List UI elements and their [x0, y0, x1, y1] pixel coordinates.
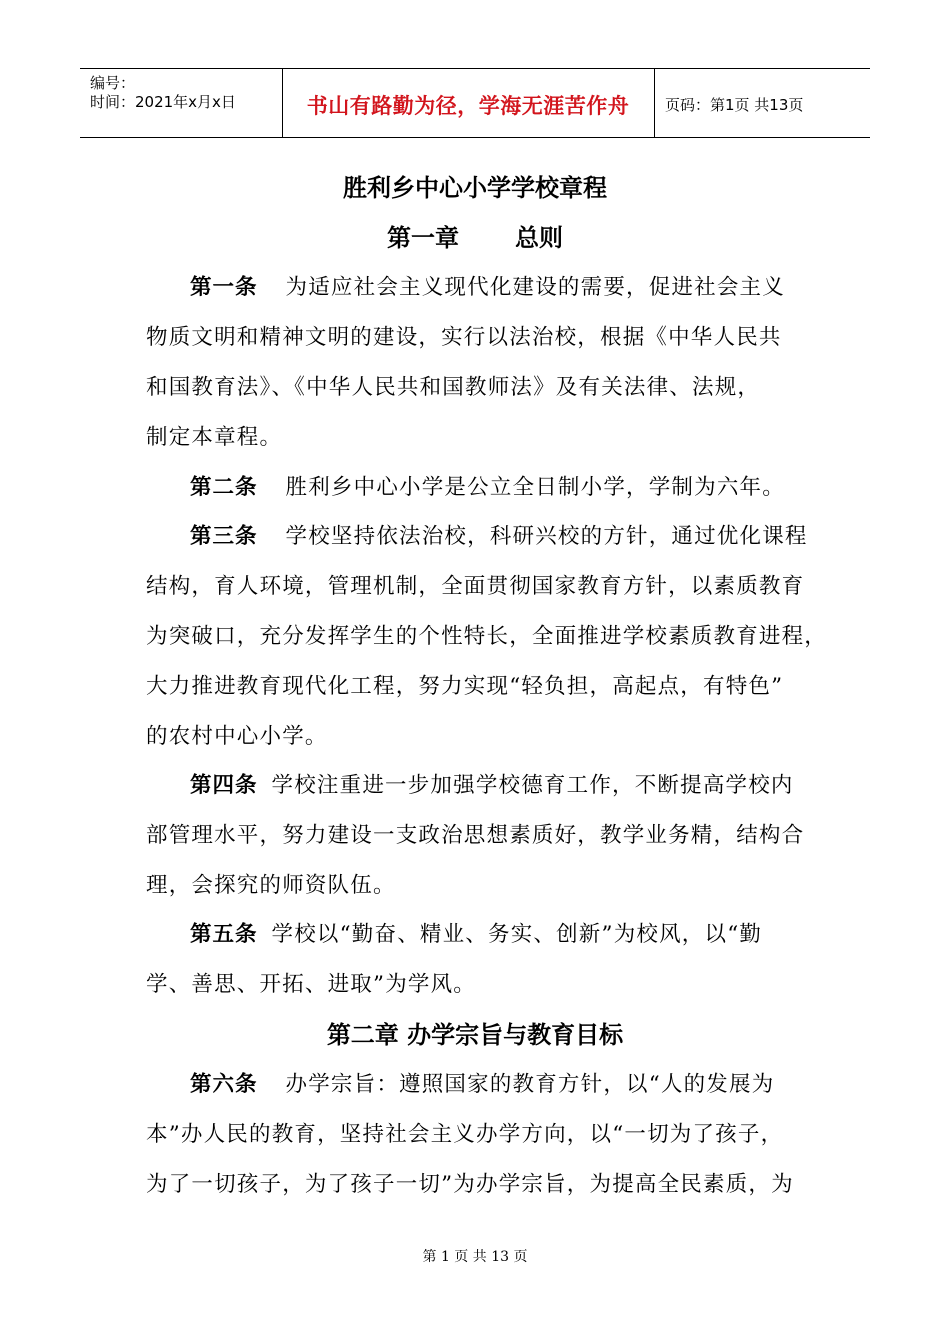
- article-3-text: 学校坚持依法治校，科研兴校的方针，通过优化课程: [285, 524, 808, 549]
- article-3-line-2: 结构，育人环境，管理机制，全面贯彻国家教育方针，以素质教育: [146, 574, 805, 599]
- article-6-line-3: 为了一切孩子，为了孩子一切”为办学宗旨，为提高全民素质，为: [146, 1172, 794, 1197]
- article-3-line-5: 的农村中心小学。: [146, 724, 328, 749]
- header-table: [80, 68, 870, 138]
- article-4-line-1: [190, 768, 794, 799]
- page-info: 页码：第1页 共13页: [665, 96, 804, 114]
- article-1-text: 为适应社会主义现代化建设的需要，促进社会主义: [285, 275, 785, 300]
- article-2-line-1: [190, 470, 785, 501]
- chapter-1-heading: [0, 218, 950, 253]
- article-6-label: 第六条: [190, 1072, 258, 1097]
- article-6-line-2: 本”办人民的教育，坚持社会主义办学方向，以“一切为了孩子，: [146, 1122, 784, 1147]
- header-motto: 书山有路勤为径，学海无涯苦作舟: [306, 94, 630, 118]
- header-page-cell: [655, 69, 870, 137]
- page-footer: 第 1 页 共 13 页: [422, 1249, 528, 1265]
- article-3-line-3: 为突破口，充分发挥学生的个性特长，全面推进学校素质教育进程，: [146, 624, 828, 649]
- article-6-line-1: [190, 1067, 774, 1098]
- article-4-label: 第四条: [190, 773, 258, 798]
- article-6-text: 办学宗旨：遵照国家的教育方针，以“人的发展为: [285, 1072, 775, 1097]
- header-meta-cell: [80, 69, 283, 137]
- article-4-text: 学校注重进一步加强学校德育工作，不断提高学校内: [271, 773, 794, 798]
- number-label: 编号：: [90, 74, 136, 92]
- header-motto-cell: [282, 69, 655, 137]
- article-5-line-2: 学、善思、开拓、进取”为学风。: [146, 972, 476, 997]
- article-2-text: 胜利乡中心小学是公立全日制小学，学制为六年。: [285, 475, 785, 500]
- article-5-label: 第五条: [190, 922, 258, 947]
- article-3-line-1: [190, 519, 808, 550]
- article-2-label: 第二条: [190, 475, 258, 500]
- article-3-line-4: 大力推进教育现代化工程，努力实现“轻负担，高起点，有特色”: [146, 674, 784, 699]
- article-5-text: 学校以“勤奋、精业、务实、创新”为校风，以“勤: [271, 922, 763, 947]
- article-1-line-1: [190, 270, 785, 301]
- article-1-line-4: 制定本章程。: [146, 425, 283, 450]
- article-1-line-3: 和国教育法》、《中华人民共和国教师法》及有关法律、法规，: [146, 375, 761, 400]
- chapter-2-heading: 第二章 办学宗旨与教育目标: [326, 1021, 624, 1049]
- document-title: 胜利乡中心小学学校章程: [343, 174, 607, 202]
- article-4-line-3: 理，会探究的师资队伍。: [146, 873, 396, 898]
- article-1-line-2: 物质文明和精神文明的建设，实行以法治校，根据《中华人民共: [146, 325, 782, 350]
- article-3-label: 第三条: [190, 524, 258, 549]
- time-label: 时间：2021年x月x日: [90, 93, 236, 111]
- article-1-label: 第一条: [190, 275, 258, 300]
- article-5-line-1: [190, 917, 762, 948]
- article-4-line-2: 部管理水平，努力建设一支政治思想素质好，教学业务精，结构合: [146, 823, 805, 848]
- chapter-1-number: 第一章: [387, 224, 459, 252]
- chapter-1-name: 总则: [515, 224, 563, 252]
